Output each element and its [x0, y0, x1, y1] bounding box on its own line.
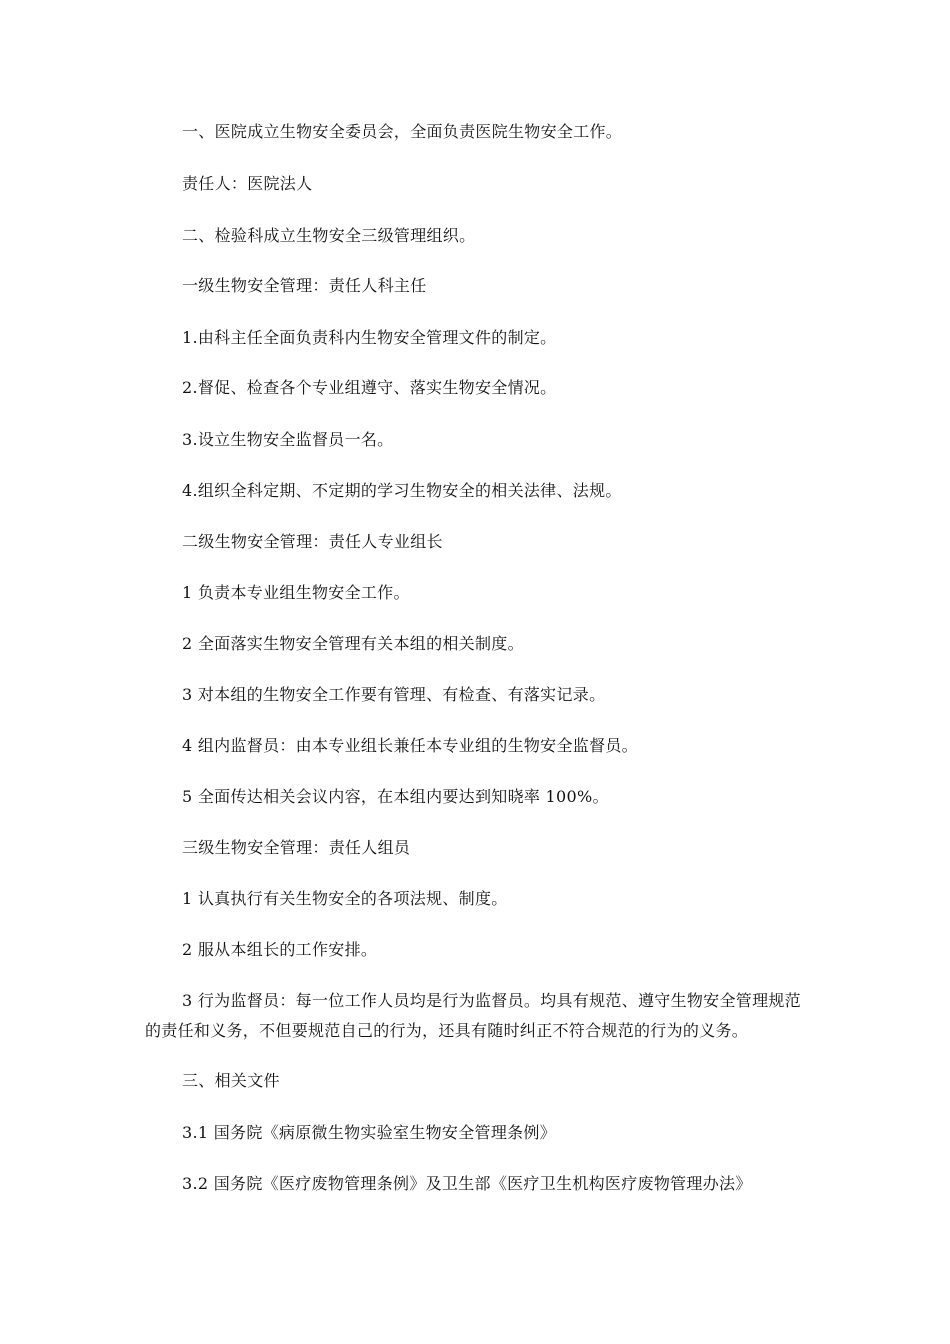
related-doc-1: 3.1 国务院《病原微生物实验室生物安全管理条例》	[182, 1123, 557, 1142]
level-3-item-2: 2 服从本组长的工作安排。	[182, 940, 378, 959]
related-doc-2: 3.2 国务院《医疗废物管理条例》及卫生部《医疗卫生机构医疗废物管理办法》	[182, 1174, 752, 1193]
level-3-item-3-continued: 的责任和义务，不但要规范自己的行为，还具有随时纠正不符合规范的行为的义务。	[145, 1021, 749, 1040]
level-1-item-1: 1.由科主任全面负责科内生物安全管理文件的制定。	[182, 328, 557, 347]
level-2-item-4: 4 组内监督员：由本专业组长兼任本专业组的生物安全监督员。	[182, 736, 638, 755]
level-2-item-5: 5 全面传达相关会议内容，在本组内要达到知晓率 100%。	[182, 787, 609, 806]
level-2-heading: 二级生物安全管理：责任人专业组长	[182, 532, 443, 551]
section-2-heading: 二、检验科成立生物安全三级管理组织。	[182, 226, 476, 245]
level-1-heading: 一级生物安全管理：责任人科主任	[182, 276, 427, 295]
level-1-item-2: 2.督促、检查各个专业组遵守、落实生物安全情况。	[182, 378, 557, 397]
level-2-item-2: 2 全面落实生物安全管理有关本组的相关制度。	[182, 634, 524, 653]
level-3-item-3: 3 行为监督员：每一位工作人员均是行为监督员。均具有规范、遵守生物安全管理规范	[182, 991, 801, 1010]
responsible-person: 责任人：医院法人	[182, 174, 313, 193]
section-3-heading: 三、相关文件	[182, 1071, 280, 1090]
level-3-heading: 三级生物安全管理：责任人组员	[182, 838, 411, 857]
level-2-item-3: 3 对本组的生物安全工作要有管理、有检查、有落实记录。	[182, 685, 606, 704]
level-3-item-1: 1 认真执行有关生物安全的各项法规、制度。	[182, 889, 508, 908]
level-1-item-3: 3.设立生物安全监督员一名。	[182, 430, 394, 449]
level-2-item-1: 1 负责本专业组生物安全工作。	[182, 583, 410, 602]
section-1-heading: 一、医院成立生物安全委员会，全面负责医院生物安全工作。	[182, 122, 623, 141]
level-1-item-4: 4.组织全科定期、不定期的学习生物安全的相关法律、法规。	[182, 481, 622, 500]
